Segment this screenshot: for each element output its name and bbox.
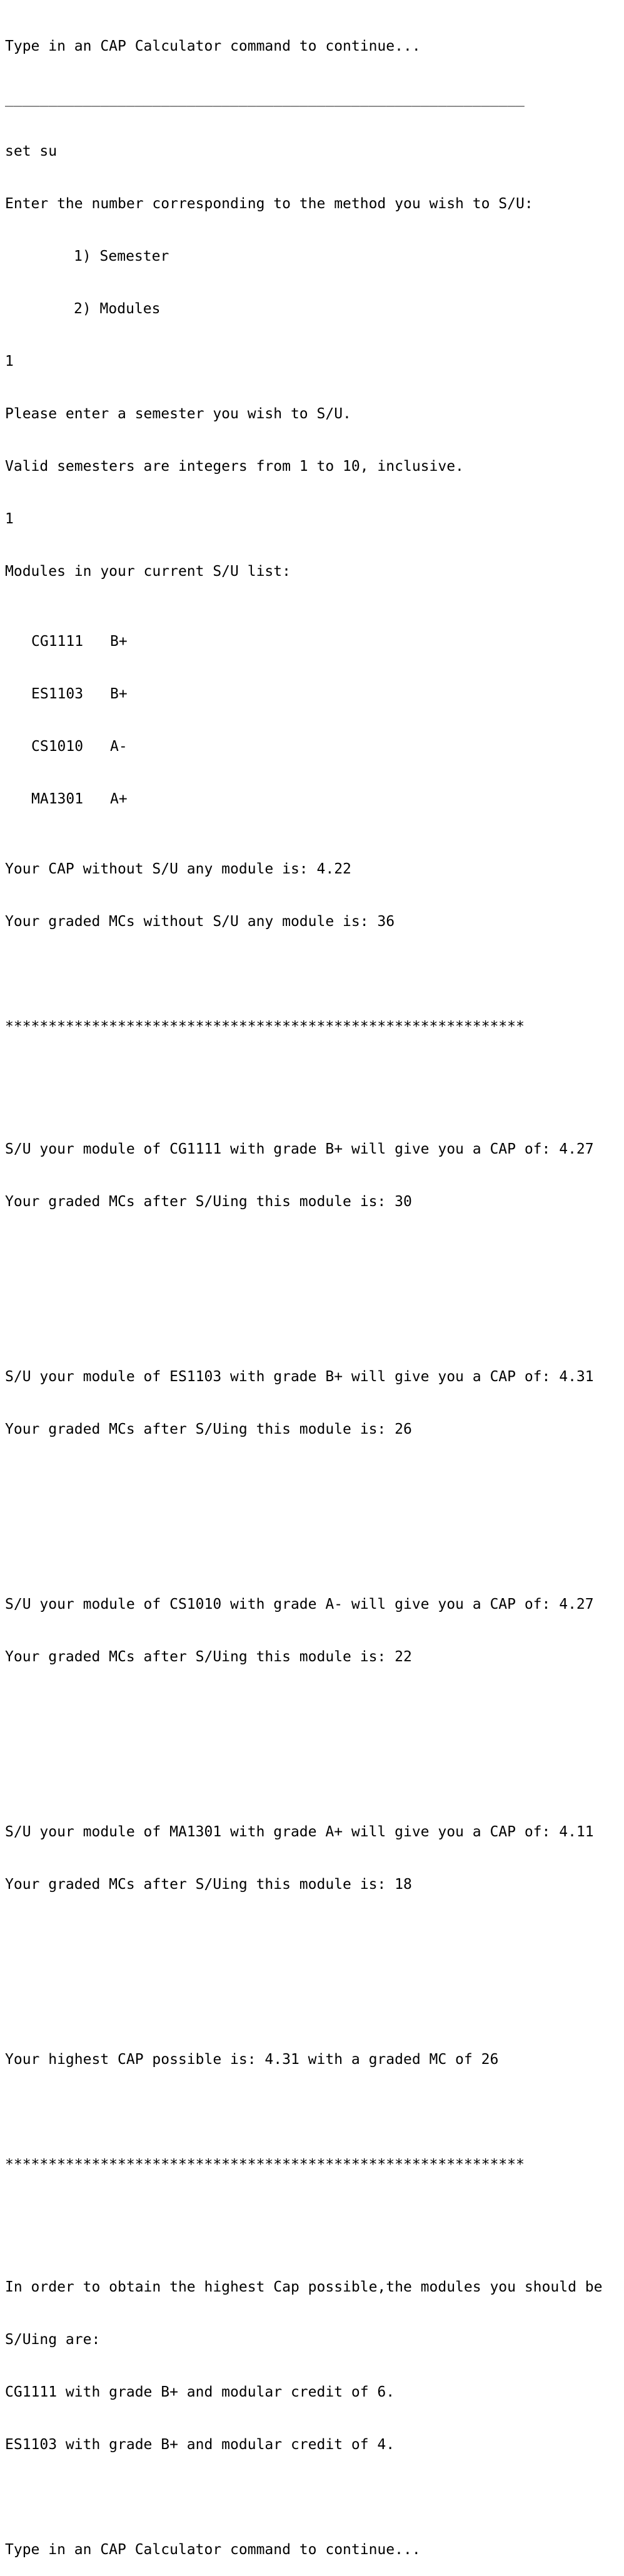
semester-input-echo: 1 <box>5 511 14 527</box>
su-list-row <box>5 790 624 808</box>
result-mc-line: Your graded MCs after S/Uing this module is: 30 <box>5 1194 412 1210</box>
blank-line <box>5 2103 624 2121</box>
recommendation-header-cont: S/Uing are: <box>5 2332 101 2348</box>
method-input-echo: 1 <box>5 353 14 370</box>
blank-line <box>5 965 624 983</box>
result-cap-line: S/U your module of ES1103 with grade B+ will give you a CAP of: 4.31 <box>5 1369 594 1385</box>
recommendation-item: CG1111 with grade B+ and modular credit of 6. <box>5 2384 395 2400</box>
mcs-without-su: Your graded MCs without S/U any module is: 36 <box>5 913 395 930</box>
result-cap-line: S/U your module of CG1111 with grade B+ will give you a CAP of: 4.27 <box>5 1141 594 1157</box>
recommendation-header: In order to obtain the highest Cap possible,the modules you should be <box>5 2279 603 2295</box>
highest-cap-summary: Your highest CAP possible is: 4.31 with a graded MC of 26 <box>5 2051 499 2068</box>
result-mc-line: Your graded MCs after S/Uing this module is: 18 <box>5 1876 412 1893</box>
su-list-row <box>5 633 624 650</box>
module-code: CG1111 <box>31 633 84 650</box>
result-mc-line: Your graded MCs after S/Uing this module is: 26 <box>5 1421 412 1437</box>
semester-valid-range: Valid semesters are integers from 1 to 10, inclusive. <box>5 458 464 475</box>
blank-line <box>5 1473 624 1491</box>
method-option-semester: 1) Semester <box>74 248 169 264</box>
semester-prompt: Please enter a semester you wish to S/U. <box>5 406 351 422</box>
prompt-top: Type in an CAP Calculator command to continue... <box>5 38 421 54</box>
module-code: ES1103 <box>31 686 84 702</box>
result-cap-line: S/U your module of CS1010 with grade A- will give you a CAP of: 4.27 <box>5 1596 594 1613</box>
method-option-modules: 2) Modules <box>74 301 161 317</box>
blank-line <box>5 1298 624 1316</box>
blank-line <box>5 1701 624 1718</box>
su-list-row <box>5 685 624 703</box>
blank-line <box>5 1526 624 1543</box>
blank-line <box>5 2208 624 2226</box>
blank-line <box>5 1753 624 1771</box>
cap-without-su: Your CAP without S/U any module is: 4.22 <box>5 861 351 877</box>
result-mc-line: Your graded MCs after S/Uing this module is: 22 <box>5 1649 412 1665</box>
method-prompt: Enter the number corresponding to the method you wish to S/U: <box>5 196 533 212</box>
command-input-echo: set su <box>5 143 58 159</box>
su-list-header: Modules in your current S/U list: <box>5 563 291 580</box>
su-list-row <box>5 738 624 755</box>
separator-line: ____________________________________________________________ <box>5 91 525 107</box>
blank-line <box>5 1981 624 1998</box>
blank-line <box>5 1245 624 1263</box>
stars-divider: ************************************************************ <box>5 2156 525 2173</box>
result-cap-line: S/U your module of MA1301 with grade A+ will give you a CAP of: 4.11 <box>5 1824 594 1840</box>
recommendation-item: ES1103 with grade B+ and modular credit of 4. <box>5 2437 395 2453</box>
stars-divider: ************************************************************ <box>5 1019 525 1035</box>
prompt-bottom: Type in an CAP Calculator command to continue... <box>5 2542 421 2558</box>
module-code: MA1301 <box>31 791 84 807</box>
blank-line <box>5 2488 624 2506</box>
module-code: CS1010 <box>31 738 84 755</box>
module-grade: B+ <box>110 633 128 650</box>
blank-line <box>5 1928 624 1946</box>
module-grade: A+ <box>110 791 128 807</box>
module-grade: A- <box>110 738 128 755</box>
blank-line <box>5 1070 624 1088</box>
module-grade: B+ <box>110 686 128 702</box>
